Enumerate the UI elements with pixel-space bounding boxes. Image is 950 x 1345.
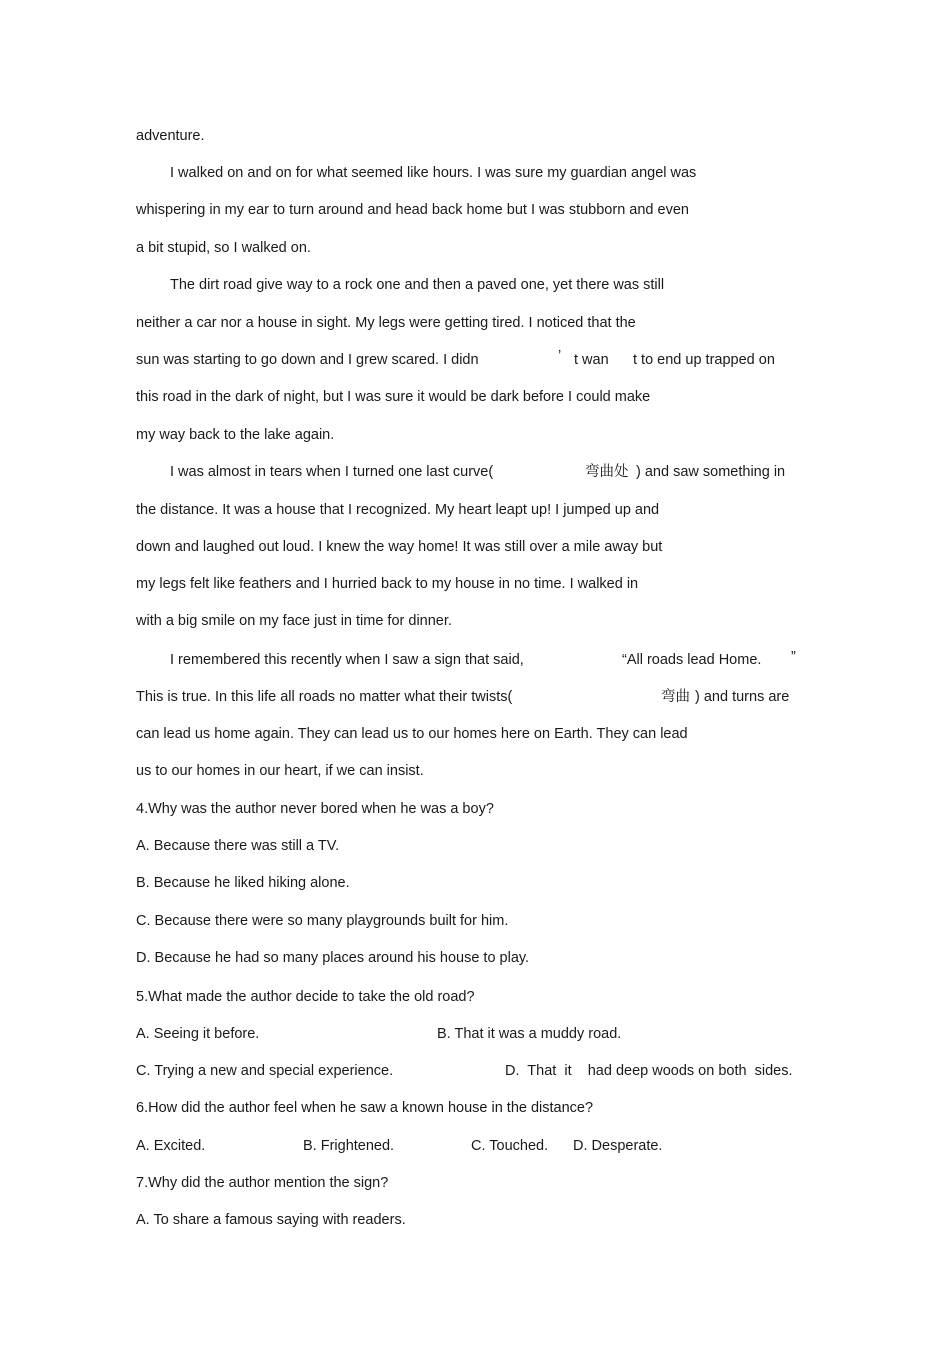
passage-fragment: ) and saw something in	[636, 464, 786, 480]
answer-option: D. Because he had so many places around his house to play.	[136, 950, 530, 966]
passage-line: I remembered this recently when I saw a sign that said,	[170, 652, 524, 668]
passage-line: sun was starting to go down and I grew scared. I didn	[136, 352, 479, 368]
answer-option: A. Seeing it before.	[136, 1026, 260, 1042]
passage-fragment: t to end up trapped on	[633, 352, 775, 368]
passage-line: can lead us home again. They can lead us to our homes here on Earth. They can lead	[136, 726, 688, 742]
passage-fragment: ) and turns are	[695, 689, 790, 705]
passage-line: adventure.	[136, 128, 205, 144]
closing-quote: ”	[791, 649, 796, 665]
answer-option: D. Desperate.	[573, 1138, 663, 1154]
passage-line: The dirt road give way to a rock one and then a paved one, yet there was still	[170, 277, 665, 293]
question-stem: 7.Why did the author mention the sign?	[136, 1175, 389, 1191]
answer-option: B. Frightened.	[303, 1138, 395, 1154]
passage-line: with a big smile on my face just in time for dinner.	[136, 613, 452, 629]
passage-fragment: t wan	[574, 352, 609, 368]
passage-line: whispering in my ear to turn around and head back home but I was stubborn and even	[136, 202, 689, 218]
answer-option: C. Touched.	[471, 1138, 549, 1154]
answer-option: C. Trying a new and special experience.	[136, 1063, 394, 1079]
answer-option: B. Because he liked hiking alone.	[136, 875, 350, 891]
question-stem: 5.What made the author decide to take the old road?	[136, 989, 475, 1005]
passage-line: neither a car nor a house in sight. My legs were getting tired. I noticed that the	[136, 315, 636, 331]
passage-line: my way back to the lake again.	[136, 427, 335, 443]
answer-option: D. That it had deep woods on both sides.	[505, 1063, 793, 1079]
passage-line: down and laughed out loud. I knew the way home! It was still over a mile away but	[136, 539, 663, 555]
answer-option: A. Excited.	[136, 1138, 206, 1154]
question-stem: 6.How did the author feel when he saw a known house in the distance?	[136, 1100, 594, 1116]
passage-line: a bit stupid, so I walked on.	[136, 240, 311, 256]
passage-line: I walked on and on for what seemed like hours. I was sure my guardian angel was	[170, 165, 697, 181]
chinese-gloss: 弯曲处	[585, 464, 629, 480]
answer-option: B. That it was a muddy road.	[437, 1026, 622, 1042]
passage-line: This is true. In this life all roads no matter what their twists(	[136, 689, 513, 705]
quoted-sign-text: “All roads lead Home.	[622, 652, 762, 668]
question-stem: 4.Why was the author never bored when he was a boy?	[136, 801, 494, 817]
passage-line: us to our homes in our heart, if we can insist.	[136, 763, 424, 779]
passage-apostrophe: ’	[558, 348, 562, 364]
passage-line: my legs felt like feathers and I hurried back to my house in no time. I walked in	[136, 576, 639, 592]
passage-line: I was almost in tears when I turned one last curve(	[170, 464, 494, 480]
answer-option: A. Because there was still a TV.	[136, 838, 340, 854]
answer-option: A. To share a famous saying with readers.	[136, 1212, 406, 1228]
answer-option: C. Because there were so many playgrounds built for him.	[136, 913, 509, 929]
passage-line: the distance. It was a house that I recognized. My heart leapt up! I jumped up and	[136, 502, 660, 518]
chinese-gloss: 弯曲	[661, 689, 690, 705]
passage-line: this road in the dark of night, but I was sure it would be dark before I could make	[136, 389, 651, 405]
